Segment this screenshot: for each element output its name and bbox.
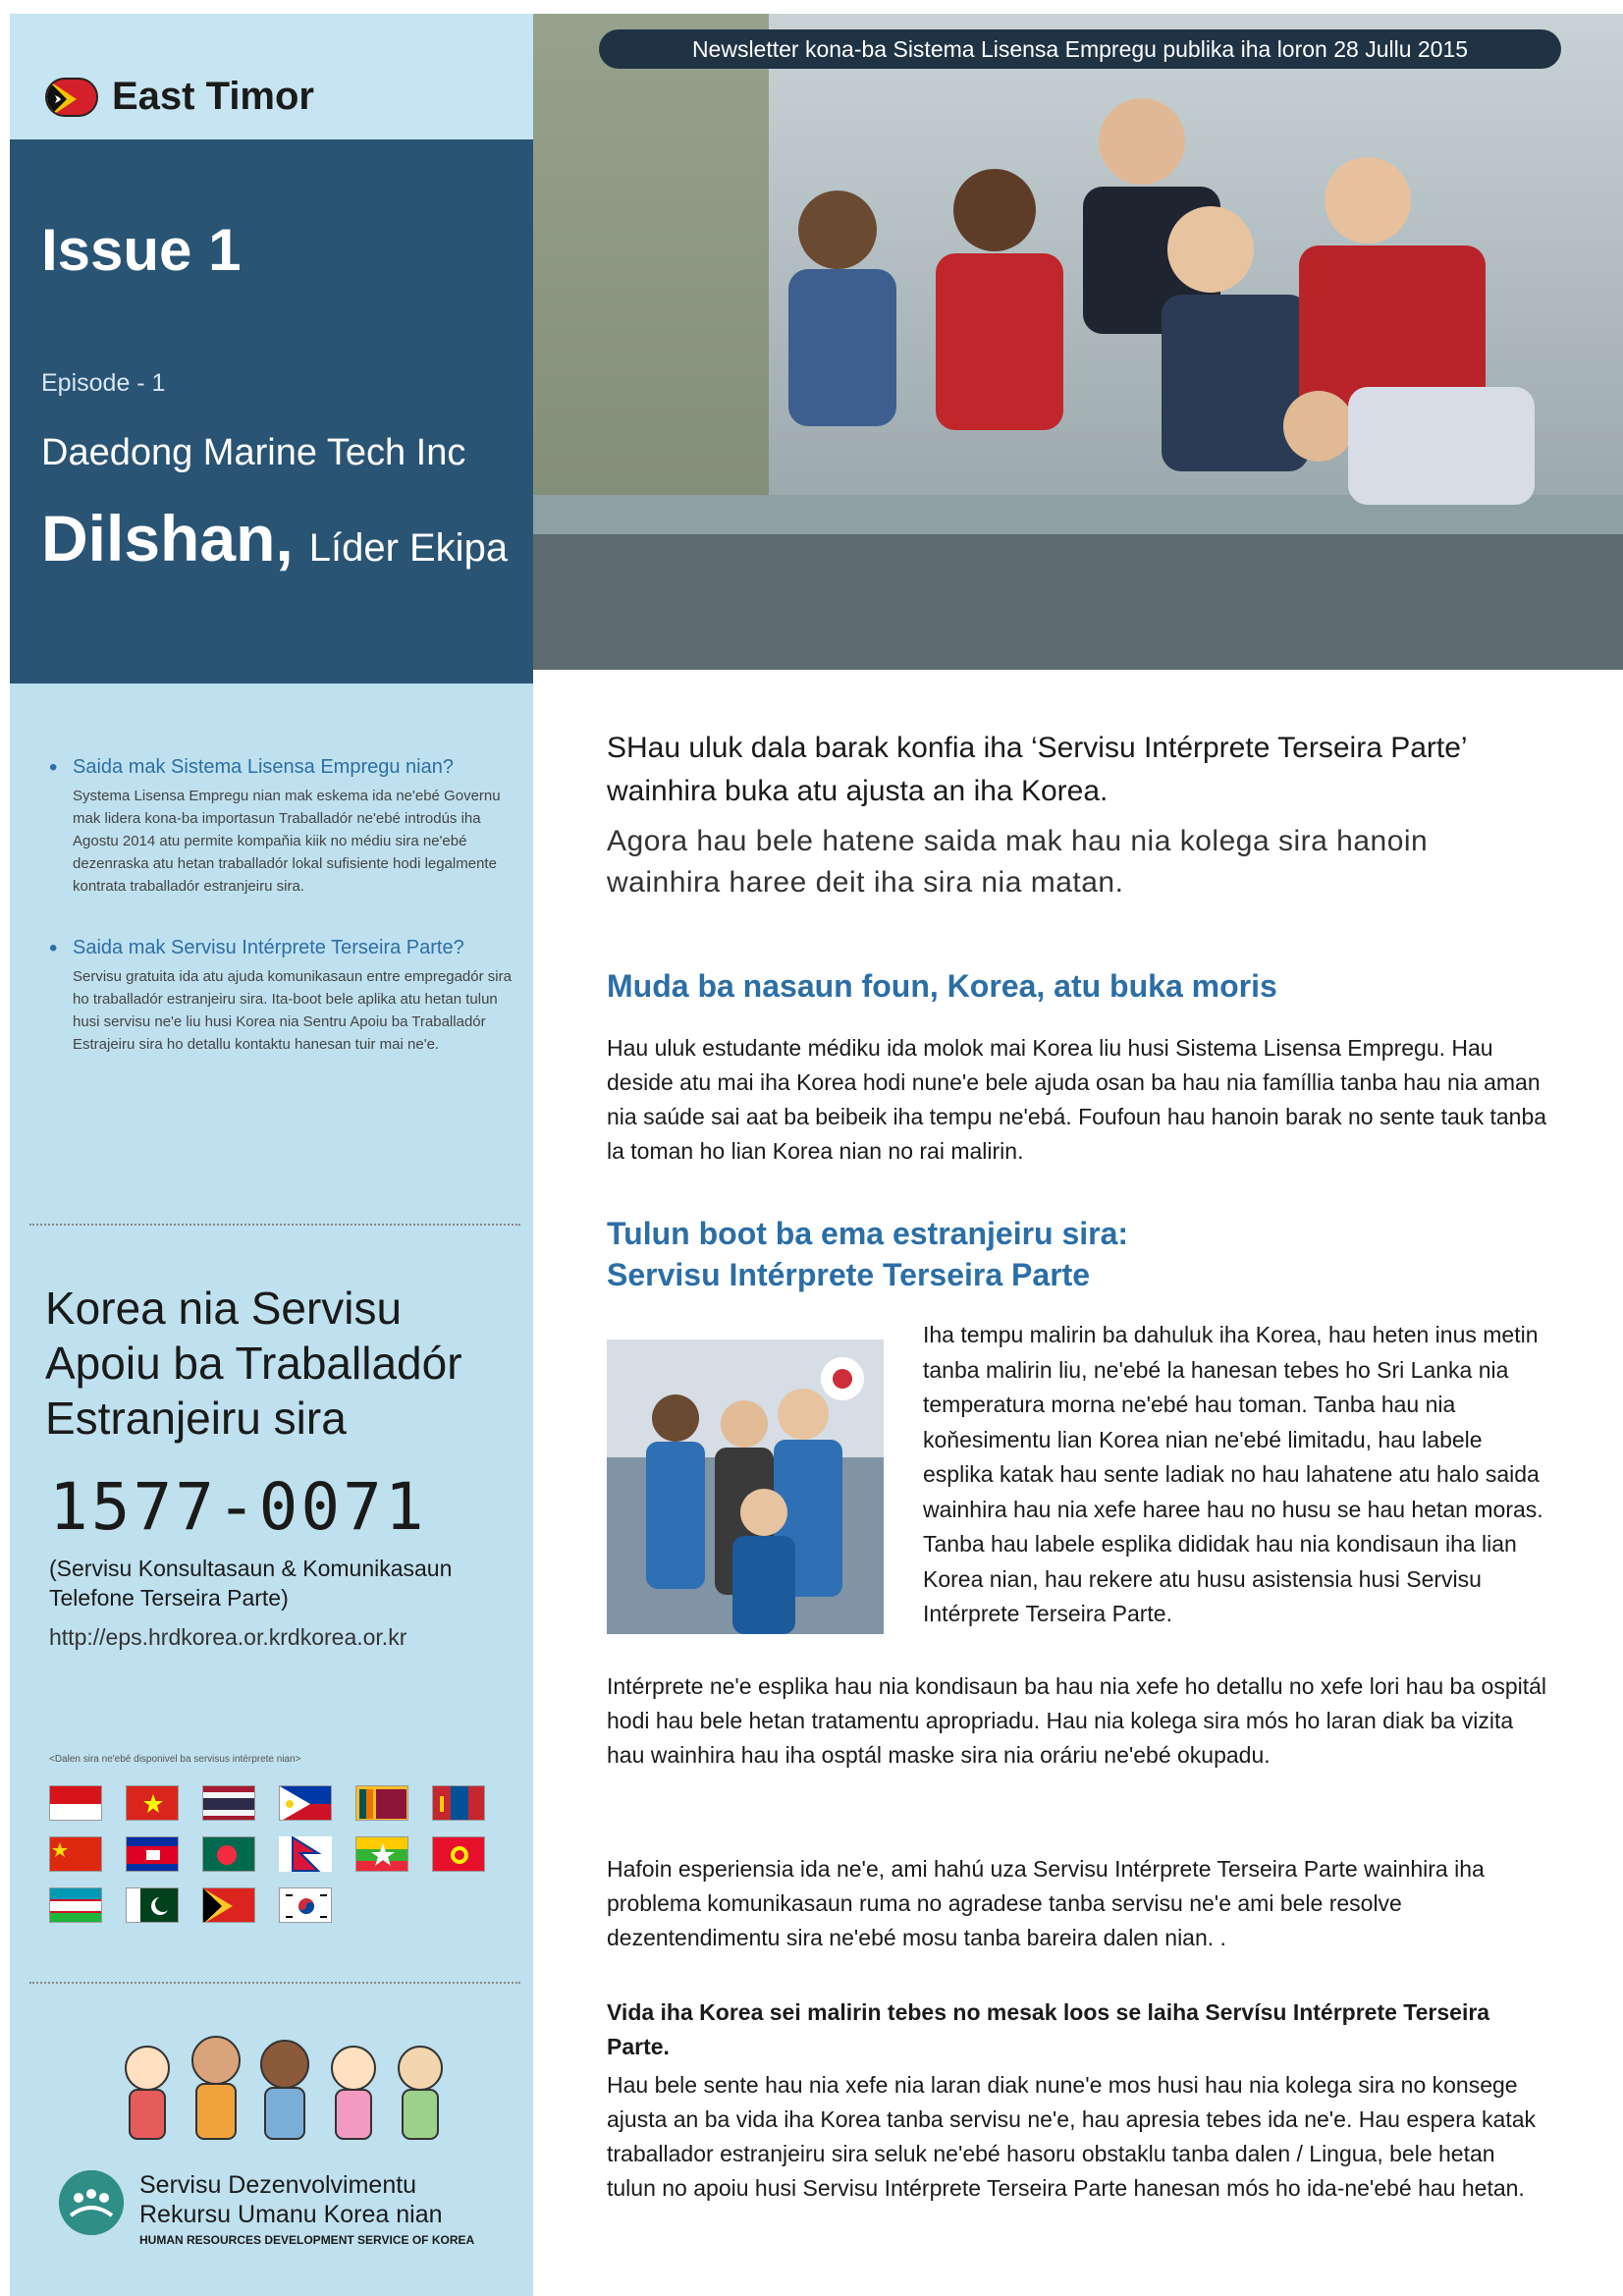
sidebar-header — [10, 14, 533, 139]
divider — [29, 1224, 520, 1226]
sri-lanka-flag-icon — [355, 1785, 408, 1821]
faq-question: • Saida mak Sistema Lisensa Empregu nian? — [73, 756, 454, 778]
divider — [29, 1982, 520, 1984]
mascot-illustration — [108, 2029, 461, 2151]
flags-caption: <Dalen sira ne'ebé disponivel ba servisus intérprete nian> — [49, 1754, 301, 1765]
mongolia-flag-icon — [432, 1785, 485, 1821]
issue-panel — [10, 139, 533, 683]
faq-question: • Saida mak Servisu Intérprete Terseira Parte? — [73, 937, 464, 958]
korea-flag-icon — [279, 1887, 332, 1923]
company-name: Daedong Marine Tech Inc — [41, 432, 466, 473]
sidebar — [10, 14, 533, 2296]
phone-number[interactable]: 1577-0071 — [49, 1469, 427, 1545]
section-heading-help-line2: Servisu Intérprete Terseira Parte — [607, 1257, 1091, 1292]
country-name: East Timor — [112, 75, 314, 118]
hrd-korea-logo-block — [59, 2170, 474, 2247]
section-heading-moving: Muda ba nasaun foun, Korea, atu buka moris — [607, 968, 1277, 1004]
issue-number: Issue 1 — [41, 217, 242, 283]
person-role: Líder Ekipa — [308, 526, 509, 570]
lead-statement: SHau uluk dala barak konfia iha ‘Servisu Intérprete Terseira Parte’ wainhira buka atu ajusta an iha Korea. — [607, 732, 1467, 807]
section-body-hospital: Intérprete ne'e esplika hau nia kondisaun ba hau nia xefe ho detallu no xefe lori hau ba ospitál hodi hau bele hetan tratamentu apropriadu. Hau nia kolega sira mós ho laran diak ba vizita hau wainhira hau iha osptál maske sira nia oráriu ne'ebé okupadu. — [607, 1673, 1547, 1768]
website-link[interactable]: http://eps.hrdkorea.or.krdkorea.or.kr — [49, 1624, 407, 1650]
philippines-flag-icon — [279, 1785, 332, 1821]
faq-answer: Servisu gratuita ida atu ajuda komunikasaun entre empregadór sira ho traballadór estranjeiru sira. Ita-boot bele aplika atu hetan tulun husi servisu ne'e liu husi Korea nia Sentru Apoiu ba Traballadór Estrajeiru sira ho detallu kontaktu hanesan tuir mai ne'e. — [73, 968, 512, 1053]
person-name: Dilshan, — [41, 502, 294, 574]
nepal-flag-icon — [279, 1836, 332, 1872]
newsletter-banner: Newsletter kona-ba Sistema Lisensa Empregu publika iha loron 28 Jullu 2015 — [599, 29, 1561, 69]
east-timor-flag-icon — [45, 78, 98, 117]
faq-item — [49, 756, 515, 898]
kyrgyzstan-flag-icon — [432, 1836, 485, 1872]
interpreter-photo — [607, 1339, 884, 1634]
thailand-flag-icon — [202, 1785, 255, 1821]
bangladesh-flag-icon — [202, 1836, 255, 1872]
hrd-korea-logo-icon — [59, 2170, 124, 2235]
faq-list — [49, 756, 515, 1095]
support-center-title: Korea nia Servisu Apoiu ba Traballadór Estranjeiru sira — [45, 1283, 462, 1444]
phone-description: (Servisu Konsultasaun & Komunikasaun Telefone Terseira Parte) — [49, 1556, 453, 1611]
indonesia-flag-icon — [49, 1785, 102, 1821]
myanmar-flag-icon — [355, 1836, 408, 1872]
china-flag-icon — [49, 1836, 102, 1872]
pakistan-flag-icon — [126, 1887, 179, 1923]
org-name-english: HUMAN RESOURCES DEVELOPMENT SERVICE OF KOREA — [139, 2233, 475, 2247]
person-line — [41, 501, 508, 575]
cambodia-flag-icon — [126, 1836, 179, 1872]
language-flags — [49, 1785, 511, 1923]
org-name-line1: Servisu Dezenvolvimentu — [139, 2171, 417, 2199]
vietnam-flag-icon — [126, 1785, 179, 1821]
faq-item — [49, 937, 515, 1056]
section-body-moving: Hau uluk estudante médiku ida molok mai Korea liu husi Sistema Lisensa Empregu. Hau deside atu mai iha Korea hodi nune'e bele ajuda osan ba hau nia famíllia tanba hau nia aman nia saúde sai aat ba beibeik iha tempu ne'ebá. Foufoun hau hanoin barak no sente tauk tanba la toman ho lian Korea nian no rai malirin. — [607, 1035, 1547, 1164]
section-heading-help-line1: Tulun boot ba ema estranjeiru sira: — [607, 1216, 1129, 1251]
lead-subtitle: Agora hau bele hatene saida mak hau nia kolega sira hanoin wainhira haree deit iha sira nia matan. — [607, 825, 1429, 899]
episode-label: Episode - 1 — [41, 369, 166, 397]
faq-answer: Systema Lisensa Empregu nian mak eskema ida ne'ebé Governu mak lidera kona-ba importasun Traballadór ne'ebé introdús iha Agostu 2014 atu permite kompaňia kiik no médiu sira ne'ebé dezenraska atu hetan traballadór lokal sufisiente hodi legalmente kontrata traballadór estranjeiru sira. — [73, 788, 501, 895]
section-body-experience: Hafoin esperiensia ida ne'e, ami hahú uza Servisu Intérprete Terseira Parte wainhira iha problema komunikasaun ruma no agradese tanba servisu ne'e ami bele resolve dezentendimentu sira ne'ebé mosu tanba bareira dalen nian. . — [607, 1856, 1485, 1950]
section-body-side: Iha tempu malirin ba dahuluk iha Korea, hau heten inus metin tanba malirin liu, ne'ebé la hanesan tebes ho Sri Lanka nia temperatura morna ne'ebé hau toman. Tanba hau nia koňesimentu lian Korea nian ne'ebé limitadu, hau labele esplika katak hau sente ladiak no hau lahatene atu halo saida wainhira hau nia xefe haree hau no husu se hau hetan moras. Tanba hau labele esplika dididak hau nia kondisaun iha lian Korea nian, hau rekere atu husu asistensia husi Servisu Intérprete Terseira Parte. — [923, 1322, 1543, 1626]
country-label — [45, 75, 314, 119]
east-timor-language-flag-icon — [202, 1887, 255, 1923]
org-name-line2: Rekursu Umanu Korea nian — [139, 2201, 443, 2228]
section-heading-life: Vida iha Korea sei malirin tebes no mesak loos se laiha Servísu Intérprete Terseira Parte. — [607, 1999, 1490, 2059]
uzbekistan-flag-icon — [49, 1887, 102, 1923]
group-photo — [533, 14, 1623, 670]
section-body-life: Hau bele sente hau nia xefe nia laran diak nune'e mos husi hau nia kolega sira no konsege ajusta an ba vida iha Korea tanba servisu ne'e, hau apresia tebes ida ne'e. Hau espera katak traballador estranjeiru sira seluk ne'ebé hasoru obstaklu tanba dalen / Lingua, bele hetan tulun no apoiu husi Servisu Intérprete Terseira Parte hanesan mós ho ida-ne'ebé hau hetan. — [607, 2072, 1537, 2201]
